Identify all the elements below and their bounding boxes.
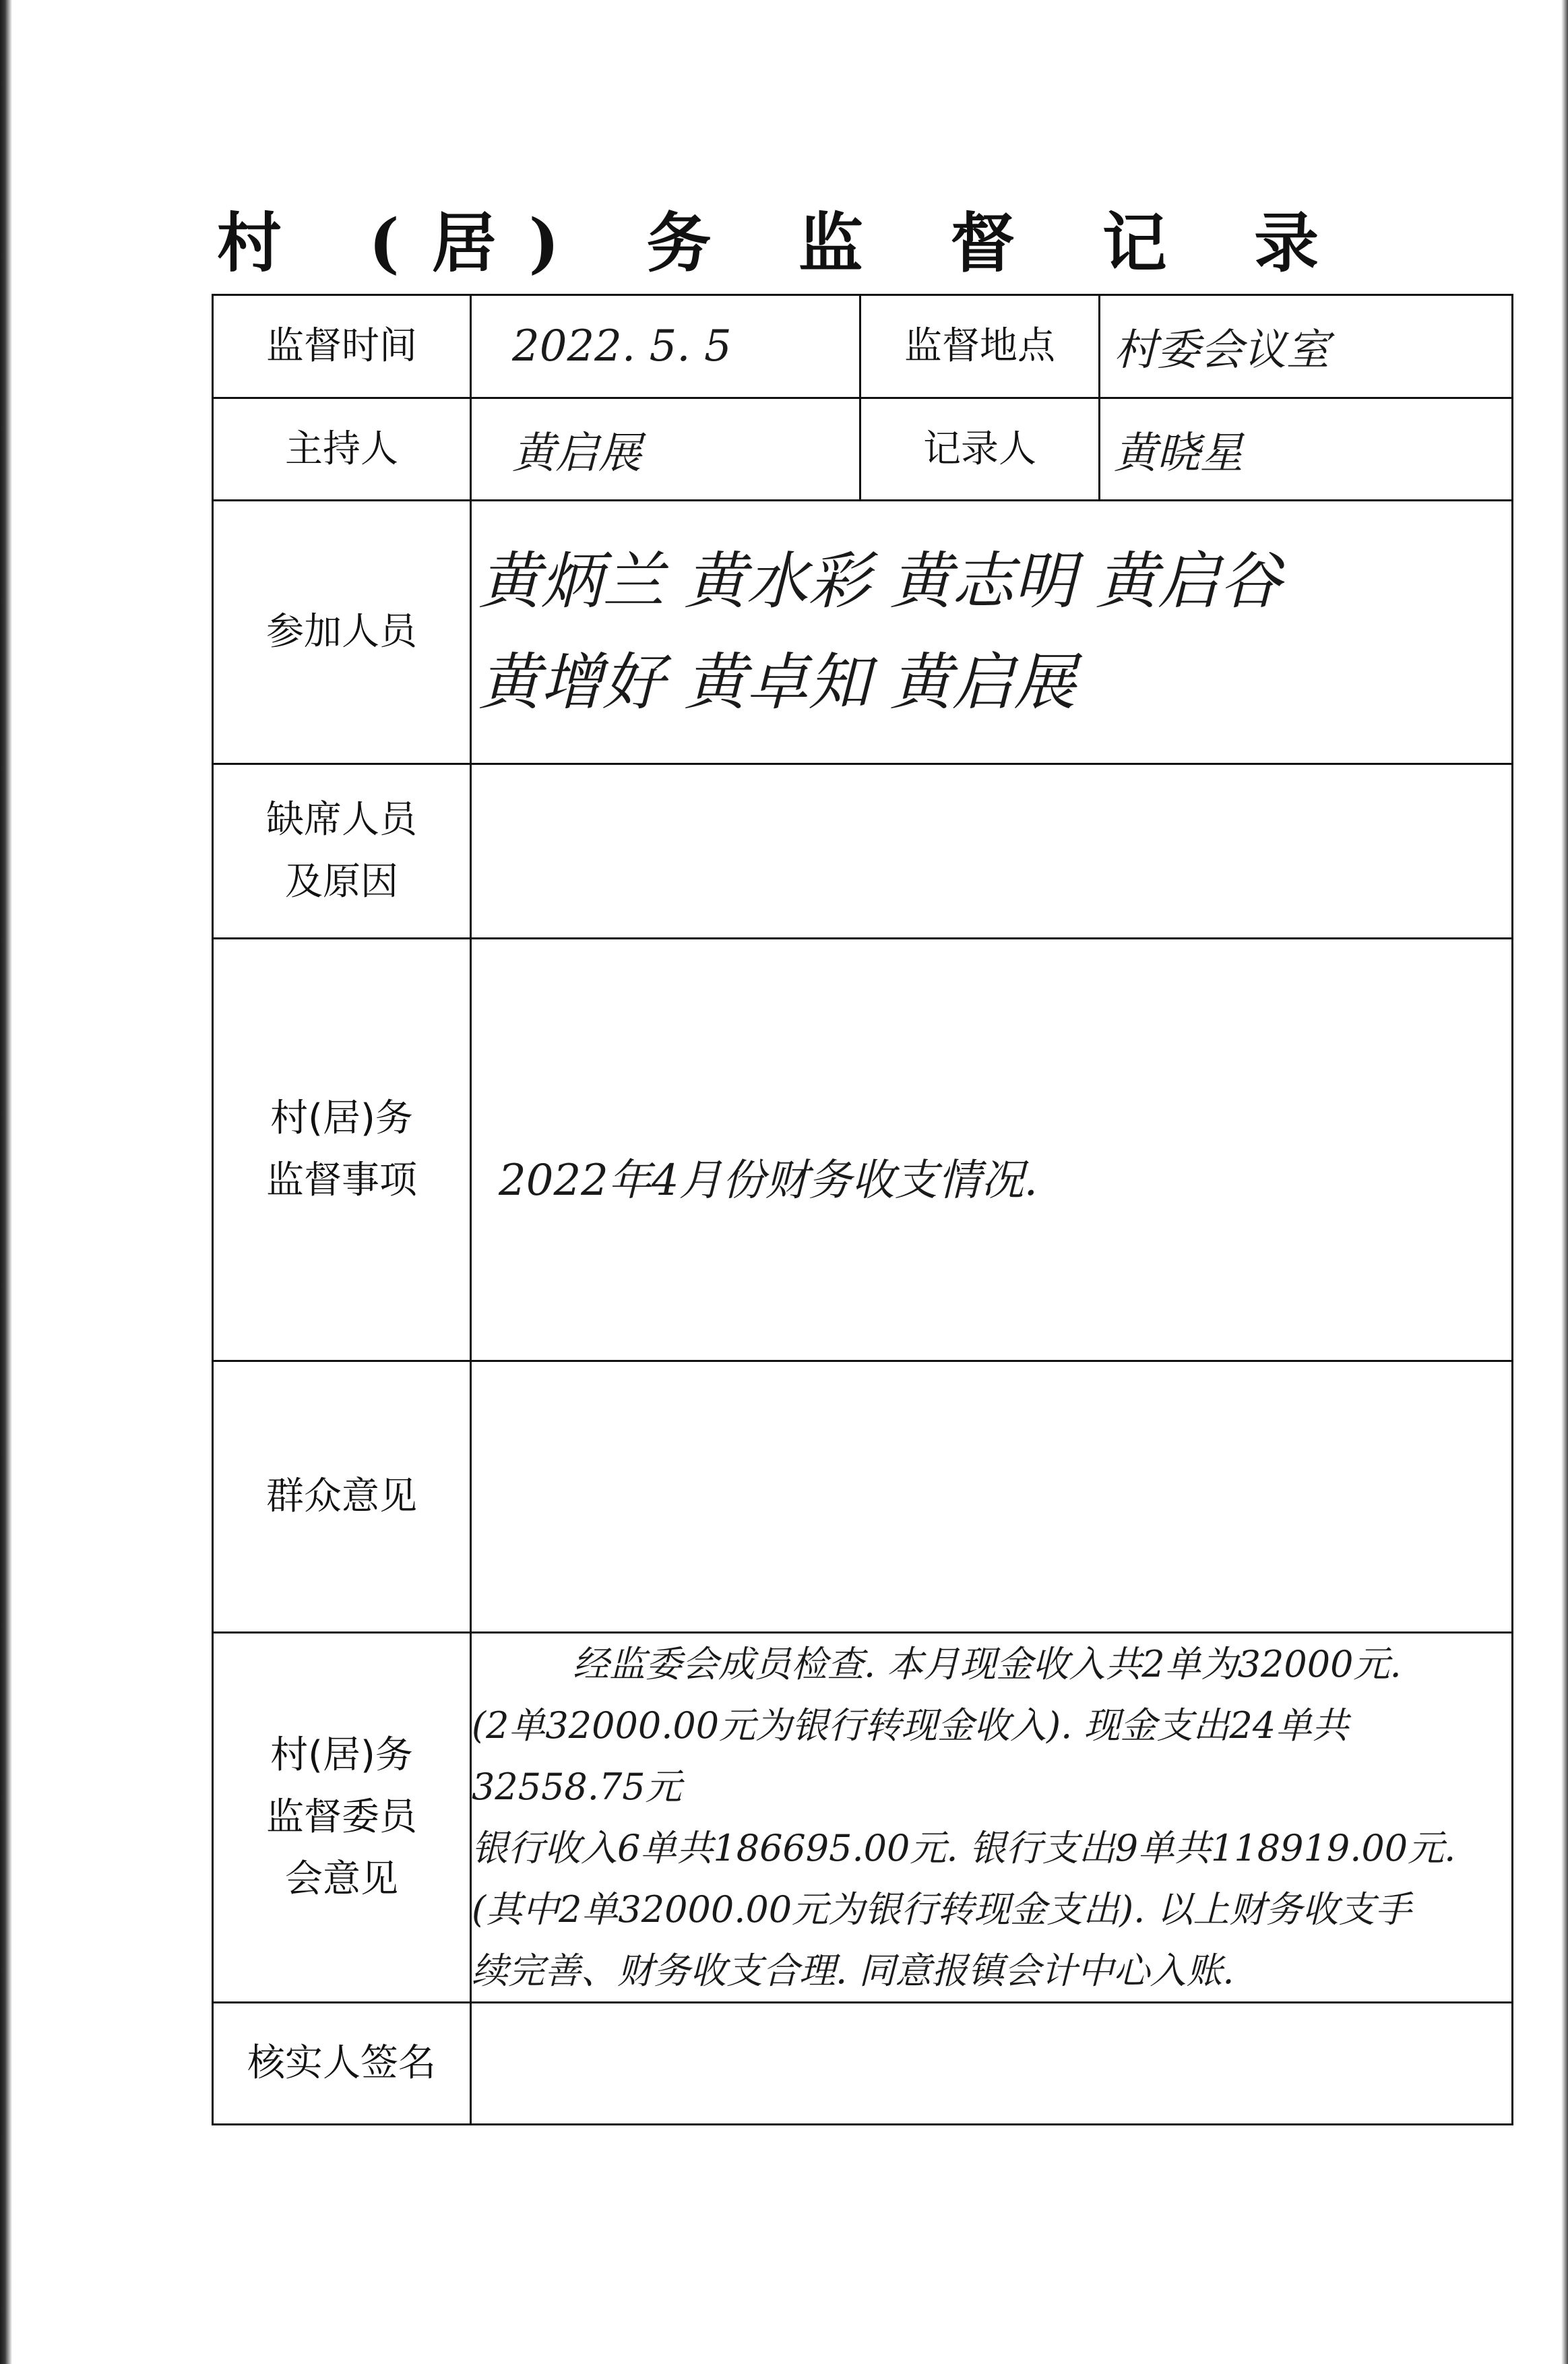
supervision-place-text: 村委会议室 xyxy=(1114,325,1329,375)
scan-edge-right xyxy=(1561,0,1568,2364)
participants-line-1: 黄炳兰 黄水彩 黄志明 黄启谷 xyxy=(478,545,1282,617)
committee-opinion-line-4: (其中2单32000.00元为银行转现金支出). 以上财务收支手 xyxy=(472,1888,1412,1931)
row-time-place xyxy=(213,295,1513,398)
row-committee-opinion xyxy=(213,1633,1513,2003)
row-participants xyxy=(213,501,1513,764)
value-matter xyxy=(471,939,1513,1361)
host-name-text: 黄启展 xyxy=(512,428,641,478)
committee-opinion-line-3: 银行收入6单共186695.00元. 银行支出9单共118919.00元. xyxy=(472,1827,1456,1869)
label-matter-line-1: 村(居)务 xyxy=(270,1096,413,1140)
label-committee-opinion xyxy=(213,1633,471,2003)
value-host xyxy=(471,398,860,501)
committee-opinion-line-2: (2单32000.00元为银行转现金收入). 现金支出24单共32558.75元 xyxy=(472,1704,1349,1808)
label-verifier: 核实人签名 xyxy=(213,2003,471,2125)
label-recorder: 记录人 xyxy=(860,398,1100,501)
label-absent-line-1: 缺席人员 xyxy=(266,798,417,842)
supervision-record-form xyxy=(212,294,1513,2125)
recorder-name-text: 黄晓星 xyxy=(1114,428,1243,478)
label-absent-line-2: 及原因 xyxy=(285,860,398,904)
label-host: 主持人 xyxy=(213,398,471,501)
label-matter-line-2: 监督事项 xyxy=(266,1158,417,1202)
row-absent xyxy=(213,764,1513,939)
value-public-opinion xyxy=(471,1361,1513,1633)
label-committee-line-1: 村(居)务 xyxy=(270,1733,413,1777)
row-public-opinion xyxy=(213,1361,1513,1633)
matter-text: 2022年4月份财务收支情况. xyxy=(499,1156,1038,1206)
row-verifier xyxy=(213,2003,1513,2125)
label-matter xyxy=(213,939,471,1361)
label-absent xyxy=(213,764,471,939)
value-absent xyxy=(471,764,1513,939)
committee-opinion-line-5: 续完善、财务收支合理. 同意报镇会计中心入账. xyxy=(472,1950,1234,1992)
participants-line-2: 黄增好 黄卓知 黄启展 xyxy=(478,646,1076,718)
value-recorder xyxy=(1100,398,1513,501)
value-supervision-place xyxy=(1100,295,1513,398)
row-matter xyxy=(213,939,1513,1361)
label-committee-line-3: 会意见 xyxy=(285,1857,398,1901)
label-supervision-time: 监督时间 xyxy=(213,295,471,398)
value-verifier-signature xyxy=(471,2003,1513,2125)
label-committee-line-2: 监督委员 xyxy=(266,1795,417,1839)
supervision-time-text: 2022. 5. 5 xyxy=(512,321,732,371)
label-supervision-place: 监督地点 xyxy=(860,295,1100,398)
value-supervision-time xyxy=(471,295,860,398)
scan-edge-left xyxy=(0,0,12,2364)
page-title: 村 (居) 务 监 督 记 录 xyxy=(216,205,1352,281)
label-participants: 参加人员 xyxy=(213,501,471,764)
label-public-opinion: 群众意见 xyxy=(213,1361,471,1633)
committee-opinion-line-1: 经监委会成员检查. 本月现金收入共2单为32000元. xyxy=(573,1643,1402,1685)
row-host-recorder xyxy=(213,398,1513,501)
value-participants xyxy=(471,501,1513,764)
value-committee-opinion xyxy=(471,1633,1513,2003)
